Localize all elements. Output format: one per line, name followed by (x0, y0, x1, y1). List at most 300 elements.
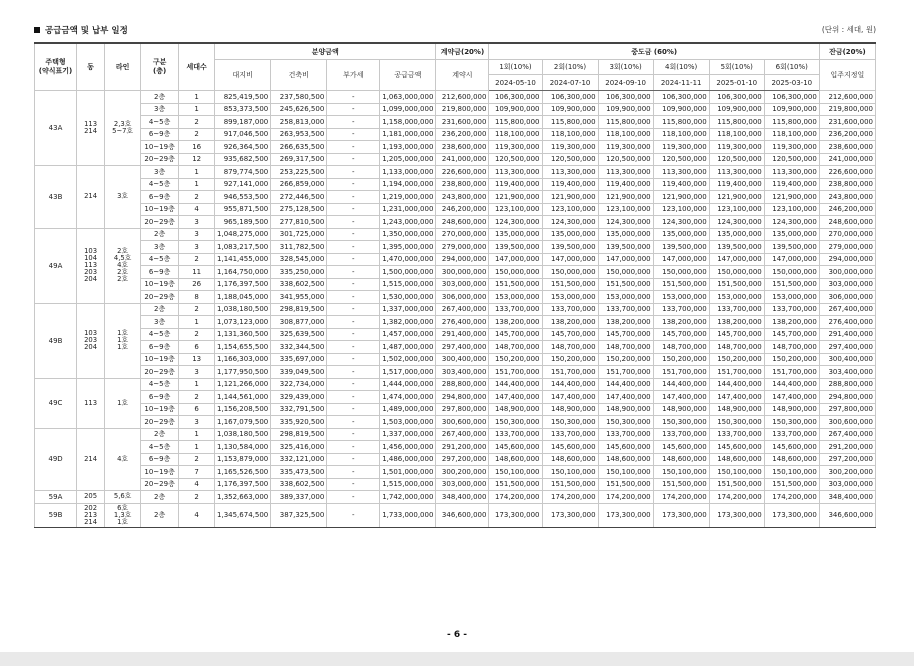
cell-interim-amount: 151,500,000 (489, 478, 542, 491)
cell-interim-amount: 150,000,000 (542, 266, 598, 279)
cell-contract-amount: 226,600,000 (436, 166, 489, 179)
header-interim-date: 2024-09-10 (598, 75, 653, 91)
header-interim-round: 3회(10%) (598, 60, 653, 75)
cell-balance-amount: 236,200,000 (819, 128, 875, 141)
cell-interim-amount: 109,900,000 (709, 103, 764, 116)
cell-interim-amount: 173,300,000 (489, 503, 542, 527)
cell-building-price: 258,813,000 (271, 116, 327, 129)
cell-vat: - (327, 178, 380, 191)
cell-interim-amount: 174,200,000 (764, 491, 819, 504)
cell-supply-price: 1,193,000,000 (380, 141, 436, 154)
cell-land-price: 1,153,879,000 (215, 453, 271, 466)
cell-floor: 20~29층 (141, 291, 179, 304)
cell-interim-amount: 148,600,000 (764, 453, 819, 466)
cell-interim-amount: 148,900,000 (653, 403, 709, 416)
header-land: 대지비 (215, 60, 271, 91)
cell-interim-amount: 144,400,000 (598, 378, 653, 391)
cell-floor: 2층 (141, 228, 179, 241)
cell-interim-amount: 150,100,000 (709, 466, 764, 479)
cell-interim-amount: 147,000,000 (598, 253, 653, 266)
cell-interim-amount: 106,300,000 (653, 91, 709, 104)
cell-units: 4 (179, 503, 215, 527)
cell-line: 6호 1,3호 1호 (105, 503, 141, 527)
cell-interim-amount: 119,400,000 (653, 178, 709, 191)
cell-floor: 2층 (141, 491, 179, 504)
cell-line: 1호 1호 1호 (105, 303, 141, 378)
cell-interim-amount: 138,200,000 (598, 316, 653, 329)
cell-interim-amount: 119,400,000 (489, 178, 542, 191)
cell-contract-amount: 267,400,000 (436, 303, 489, 316)
cell-building-price: 277,810,500 (271, 216, 327, 229)
cell-interim-amount: 148,700,000 (709, 341, 764, 354)
cell-interim-amount: 174,200,000 (653, 491, 709, 504)
cell-units: 1 (179, 378, 215, 391)
cell-contract-amount: 291,400,000 (436, 328, 489, 341)
cell-interim-amount: 144,400,000 (709, 378, 764, 391)
cell-interim-amount: 148,700,000 (542, 341, 598, 354)
cell-units: 16 (179, 141, 215, 154)
cell-dong: 214 (77, 166, 105, 229)
cell-building-price: 338,602,500 (271, 278, 327, 291)
cell-building-price: 338,602,500 (271, 478, 327, 491)
cell-vat: - (327, 291, 380, 304)
cell-vat: - (327, 91, 380, 104)
cell-land-price: 899,187,000 (215, 116, 271, 129)
cell-supply-price: 1,502,000,000 (380, 353, 436, 366)
cell-supply-price: 1,500,000,000 (380, 266, 436, 279)
cell-interim-amount: 106,300,000 (542, 91, 598, 104)
cell-interim-amount: 148,600,000 (489, 453, 542, 466)
cell-interim-amount: 138,200,000 (764, 316, 819, 329)
cell-interim-amount: 145,700,000 (653, 328, 709, 341)
cell-interim-amount: 135,000,000 (489, 228, 542, 241)
cell-balance-amount: 238,600,000 (819, 141, 875, 154)
cell-interim-amount: 145,600,000 (542, 441, 598, 454)
cell-balance-amount: 348,400,000 (819, 491, 875, 504)
cell-interim-amount: 145,600,000 (653, 441, 709, 454)
cell-interim-amount: 150,200,000 (709, 353, 764, 366)
cell-interim-amount: 121,900,000 (709, 191, 764, 204)
table-row (35, 478, 876, 491)
section-title-text: 공급금액 및 납부 일정 (45, 26, 128, 36)
cell-building-price: 253,225,500 (271, 166, 327, 179)
cell-housing-type: 43B (35, 166, 77, 229)
cell-contract-amount: 236,200,000 (436, 128, 489, 141)
cell-supply-price: 1,350,000,000 (380, 228, 436, 241)
cell-interim-amount: 121,900,000 (489, 191, 542, 204)
cell-dong: 113 (77, 378, 105, 428)
cell-interim-amount: 150,200,000 (764, 353, 819, 366)
cell-interim-amount: 133,700,000 (653, 428, 709, 441)
cell-supply-price: 1,063,000,000 (380, 91, 436, 104)
cell-interim-amount: 145,700,000 (709, 328, 764, 341)
cell-interim-amount: 150,100,000 (598, 466, 653, 479)
cell-units: 1 (179, 178, 215, 191)
cell-dong: 202 213 214 (77, 503, 105, 527)
cell-balance-amount: 231,600,000 (819, 116, 875, 129)
cell-vat: - (327, 503, 380, 527)
cell-interim-amount: 113,300,000 (764, 166, 819, 179)
cell-interim-amount: 115,800,000 (764, 116, 819, 129)
cell-interim-amount: 151,700,000 (598, 366, 653, 379)
cell-interim-amount: 119,300,000 (709, 141, 764, 154)
cell-contract-amount: 306,000,000 (436, 291, 489, 304)
cell-units: 6 (179, 341, 215, 354)
cell-interim-amount: 148,700,000 (489, 341, 542, 354)
cell-floor: 20~29층 (141, 416, 179, 429)
cell-units: 1 (179, 103, 215, 116)
cell-floor: 2층 (141, 303, 179, 316)
cell-housing-type: 49A (35, 228, 77, 303)
table-row (35, 191, 876, 204)
cell-balance-amount: 306,000,000 (819, 291, 875, 304)
cell-interim-amount: 109,900,000 (542, 103, 598, 116)
table-row (35, 441, 876, 454)
cell-interim-amount: 150,200,000 (653, 353, 709, 366)
cell-building-price: 322,734,000 (271, 378, 327, 391)
cell-balance-amount: 300,200,000 (819, 466, 875, 479)
cell-interim-amount: 120,500,000 (764, 153, 819, 166)
cell-line: 5,6호 (105, 491, 141, 504)
cell-interim-amount: 118,100,000 (598, 128, 653, 141)
header-supply-price: 공급금액 (380, 60, 436, 91)
cell-interim-amount: 124,300,000 (489, 216, 542, 229)
cell-contract-amount: 300,000,000 (436, 266, 489, 279)
table-row (35, 128, 876, 141)
cell-supply-price: 1,486,000,000 (380, 453, 436, 466)
header-interim-date: 2024-05-10 (489, 75, 542, 91)
cell-contract-amount: 243,800,000 (436, 191, 489, 204)
cell-land-price: 1,038,180,500 (215, 428, 271, 441)
cell-interim-amount: 151,500,000 (653, 278, 709, 291)
cell-interim-amount: 150,100,000 (542, 466, 598, 479)
cell-floor: 10~19층 (141, 203, 179, 216)
header-interim-round: 4회(10%) (653, 60, 709, 75)
cell-interim-amount: 113,300,000 (542, 166, 598, 179)
cell-units: 11 (179, 266, 215, 279)
cell-balance-amount: 291,400,000 (819, 328, 875, 341)
table-row (35, 353, 876, 366)
cell-interim-amount: 119,300,000 (653, 141, 709, 154)
cell-contract-amount: 297,800,000 (436, 403, 489, 416)
cell-contract-amount: 219,800,000 (436, 103, 489, 116)
cell-land-price: 1,141,455,000 (215, 253, 271, 266)
cell-contract-amount: 294,000,000 (436, 253, 489, 266)
cell-supply-price: 1,219,000,000 (380, 191, 436, 204)
cell-land-price: 1,164,750,000 (215, 266, 271, 279)
cell-interim-amount: 113,300,000 (653, 166, 709, 179)
cell-land-price: 879,774,500 (215, 166, 271, 179)
cell-contract-amount: 238,800,000 (436, 178, 489, 191)
cell-vat: - (327, 216, 380, 229)
cell-interim-amount: 123,100,000 (542, 203, 598, 216)
cell-interim-amount: 115,800,000 (598, 116, 653, 129)
cell-interim-amount: 138,200,000 (653, 316, 709, 329)
cell-housing-type: 59B (35, 503, 77, 527)
cell-supply-price: 1,470,000,000 (380, 253, 436, 266)
cell-land-price: 1,144,561,000 (215, 391, 271, 404)
table-row (35, 316, 876, 329)
cell-supply-price: 1,337,000,000 (380, 303, 436, 316)
cell-balance-amount: 288,800,000 (819, 378, 875, 391)
cell-vat: - (327, 128, 380, 141)
cell-supply-price: 1,515,000,000 (380, 478, 436, 491)
cell-line: 4호 (105, 428, 141, 491)
cell-contract-amount: 297,200,000 (436, 453, 489, 466)
cell-land-price: 1,038,180,500 (215, 303, 271, 316)
header-units: 세대수 (179, 43, 215, 91)
cell-vat: - (327, 428, 380, 441)
cell-building-price: 335,473,500 (271, 466, 327, 479)
cell-supply-price: 1,515,000,000 (380, 278, 436, 291)
cell-interim-amount: 148,900,000 (542, 403, 598, 416)
cell-interim-amount: 150,200,000 (542, 353, 598, 366)
cell-contract-amount: 303,000,000 (436, 278, 489, 291)
cell-interim-amount: 120,500,000 (542, 153, 598, 166)
cell-floor: 10~19층 (141, 403, 179, 416)
cell-interim-amount: 119,300,000 (764, 141, 819, 154)
cell-units: 1 (179, 316, 215, 329)
cell-interim-amount: 150,000,000 (598, 266, 653, 279)
cell-interim-amount: 151,500,000 (542, 478, 598, 491)
cell-interim-amount: 151,500,000 (709, 478, 764, 491)
cell-interim-amount: 153,000,000 (598, 291, 653, 304)
cell-units: 2 (179, 191, 215, 204)
cell-interim-amount: 153,000,000 (489, 291, 542, 304)
cell-vat: - (327, 328, 380, 341)
cell-interim-amount: 121,900,000 (598, 191, 653, 204)
cell-units: 2 (179, 303, 215, 316)
cell-units: 2 (179, 453, 215, 466)
cell-balance-amount: 297,200,000 (819, 453, 875, 466)
cell-contract-amount: 248,600,000 (436, 216, 489, 229)
cell-balance-amount: 300,400,000 (819, 353, 875, 366)
cell-building-price: 266,635,500 (271, 141, 327, 154)
cell-interim-amount: 133,700,000 (489, 428, 542, 441)
cell-interim-amount: 118,100,000 (542, 128, 598, 141)
cell-units: 12 (179, 153, 215, 166)
cell-land-price: 1,121,266,000 (215, 378, 271, 391)
cell-interim-amount: 145,600,000 (489, 441, 542, 454)
cell-land-price: 1,156,208,500 (215, 403, 271, 416)
cell-interim-amount: 119,400,000 (709, 178, 764, 191)
header-contract: 계약금(20%) (436, 43, 489, 60)
cell-supply-price: 1,181,000,000 (380, 128, 436, 141)
cell-supply-price: 1,243,000,000 (380, 216, 436, 229)
cell-interim-amount: 124,300,000 (709, 216, 764, 229)
cell-vat: - (327, 303, 380, 316)
cell-building-price: 328,545,000 (271, 253, 327, 266)
cell-interim-amount: 109,900,000 (489, 103, 542, 116)
cell-contract-amount: 303,000,000 (436, 478, 489, 491)
cell-vat: - (327, 153, 380, 166)
header-interim-round: 1회(10%) (489, 60, 542, 75)
header-interim-date: 2024-07-10 (542, 75, 598, 91)
cell-interim-amount: 133,700,000 (542, 303, 598, 316)
cell-line: 2,3호 5~7호 (105, 91, 141, 166)
cell-supply-price: 1,337,000,000 (380, 428, 436, 441)
table-row (35, 428, 876, 441)
cell-floor: 6~9층 (141, 453, 179, 466)
cell-supply-price: 1,487,000,000 (380, 341, 436, 354)
cell-housing-type: 43A (35, 91, 77, 166)
cell-interim-amount: 133,700,000 (653, 303, 709, 316)
cell-interim-amount: 147,400,000 (489, 391, 542, 404)
cell-interim-amount: 174,200,000 (598, 491, 653, 504)
cell-land-price: 1,166,303,000 (215, 353, 271, 366)
cell-interim-amount: 118,100,000 (653, 128, 709, 141)
cell-floor: 4~5층 (141, 178, 179, 191)
cell-dong: 103 203 204 (77, 303, 105, 378)
cell-contract-amount: 267,400,000 (436, 428, 489, 441)
cell-interim-amount: 124,300,000 (598, 216, 653, 229)
cell-units: 1 (179, 166, 215, 179)
cell-interim-amount: 109,900,000 (764, 103, 819, 116)
cell-interim-amount: 139,500,000 (542, 241, 598, 254)
cell-interim-amount: 148,600,000 (709, 453, 764, 466)
cell-building-price: 387,325,500 (271, 503, 327, 527)
cell-interim-amount: 119,300,000 (598, 141, 653, 154)
header-balance-timing: 입주지정일 (819, 60, 875, 91)
cell-interim-amount: 133,700,000 (542, 428, 598, 441)
cell-floor: 4~5층 (141, 253, 179, 266)
cell-interim-amount: 106,300,000 (598, 91, 653, 104)
table-row (35, 216, 876, 229)
cell-interim-amount: 109,900,000 (653, 103, 709, 116)
cell-vat: - (327, 253, 380, 266)
cell-units: 4 (179, 478, 215, 491)
cell-balance-amount: 346,600,000 (819, 503, 875, 527)
cell-vat: - (327, 391, 380, 404)
cell-balance-amount: 294,000,000 (819, 253, 875, 266)
cell-units: 1 (179, 428, 215, 441)
cell-interim-amount: 118,100,000 (709, 128, 764, 141)
cell-interim-amount: 148,900,000 (598, 403, 653, 416)
cell-interim-amount: 133,700,000 (709, 303, 764, 316)
cell-building-price: 341,955,000 (271, 291, 327, 304)
cell-interim-amount: 123,100,000 (598, 203, 653, 216)
cell-contract-amount: 300,600,000 (436, 416, 489, 429)
cell-floor: 6~9층 (141, 341, 179, 354)
cell-building-price: 275,128,500 (271, 203, 327, 216)
cell-balance-amount: 238,800,000 (819, 178, 875, 191)
cell-building-price: 245,626,500 (271, 103, 327, 116)
cell-land-price: 1,177,950,500 (215, 366, 271, 379)
header-interim-date: 2024-11-11 (653, 75, 709, 91)
cell-interim-amount: 135,000,000 (709, 228, 764, 241)
cell-contract-amount: 231,600,000 (436, 116, 489, 129)
cell-land-price: 1,167,079,500 (215, 416, 271, 429)
cell-interim-amount: 119,400,000 (598, 178, 653, 191)
cell-building-price: 308,877,000 (271, 316, 327, 329)
cell-land-price: 927,141,000 (215, 178, 271, 191)
cell-building-price: 272,446,500 (271, 191, 327, 204)
cell-vat: - (327, 353, 380, 366)
cell-interim-amount: 115,800,000 (653, 116, 709, 129)
table-row (35, 453, 876, 466)
cell-contract-amount: 346,600,000 (436, 503, 489, 527)
cell-balance-amount: 270,000,000 (819, 228, 875, 241)
cell-supply-price: 1,457,000,000 (380, 328, 436, 341)
cell-line: 2호 4,5호 4호 2호 2호 (105, 228, 141, 303)
cell-balance-amount: 226,600,000 (819, 166, 875, 179)
cell-building-price: 301,725,000 (271, 228, 327, 241)
cell-interim-amount: 115,800,000 (542, 116, 598, 129)
cell-interim-amount: 151,700,000 (764, 366, 819, 379)
table-row (35, 103, 876, 116)
table-row (35, 403, 876, 416)
cell-interim-amount: 139,500,000 (764, 241, 819, 254)
cell-interim-amount: 173,300,000 (598, 503, 653, 527)
cell-units: 3 (179, 366, 215, 379)
cell-balance-amount: 300,000,000 (819, 266, 875, 279)
cell-interim-amount: 106,300,000 (709, 91, 764, 104)
cell-interim-amount: 133,700,000 (764, 303, 819, 316)
table-row (35, 116, 876, 129)
cell-balance-amount: 248,600,000 (819, 216, 875, 229)
cell-interim-amount: 145,700,000 (764, 328, 819, 341)
cell-supply-price: 1,517,000,000 (380, 366, 436, 379)
cell-supply-price: 1,474,000,000 (380, 391, 436, 404)
cell-interim-amount: 173,300,000 (542, 503, 598, 527)
cell-balance-amount: 212,600,000 (819, 91, 875, 104)
cell-interim-amount: 151,500,000 (598, 478, 653, 491)
cell-interim-amount: 173,300,000 (709, 503, 764, 527)
cell-interim-amount: 147,000,000 (489, 253, 542, 266)
cell-dong: 205 (77, 491, 105, 504)
cell-balance-amount: 303,400,000 (819, 366, 875, 379)
table-row (35, 291, 876, 304)
cell-balance-amount: 241,000,000 (819, 153, 875, 166)
cell-vat: - (327, 266, 380, 279)
cell-land-price: 1,345,674,500 (215, 503, 271, 527)
cell-interim-amount: 145,600,000 (764, 441, 819, 454)
cell-floor: 3층 (141, 316, 179, 329)
header-interim: 중도금 (60%) (489, 43, 819, 60)
cell-vat: - (327, 316, 380, 329)
cell-balance-amount: 276,400,000 (819, 316, 875, 329)
cell-floor: 20~29층 (141, 153, 179, 166)
cell-land-price: 946,553,500 (215, 191, 271, 204)
cell-interim-amount: 119,300,000 (542, 141, 598, 154)
cell-interim-amount: 147,400,000 (653, 391, 709, 404)
cell-floor: 4~5층 (141, 441, 179, 454)
cell-vat: - (327, 141, 380, 154)
cell-vat: - (327, 366, 380, 379)
cell-contract-amount: 212,600,000 (436, 91, 489, 104)
cell-interim-amount: 109,900,000 (598, 103, 653, 116)
cell-building-price: 237,580,500 (271, 91, 327, 104)
cell-balance-amount: 294,800,000 (819, 391, 875, 404)
cell-interim-amount: 147,000,000 (542, 253, 598, 266)
cell-balance-amount: 279,000,000 (819, 241, 875, 254)
table-body (35, 91, 876, 528)
cell-interim-amount: 133,700,000 (598, 428, 653, 441)
table-row (35, 253, 876, 266)
cell-interim-amount: 150,000,000 (489, 266, 542, 279)
cell-balance-amount: 291,200,000 (819, 441, 875, 454)
table-row (35, 178, 876, 191)
table-row (35, 491, 876, 504)
cell-interim-amount: 173,300,000 (653, 503, 709, 527)
cell-supply-price: 1,489,000,000 (380, 403, 436, 416)
cell-contract-amount: 348,400,000 (436, 491, 489, 504)
cell-supply-price: 1,099,000,000 (380, 103, 436, 116)
header-interim-round: 2회(10%) (542, 60, 598, 75)
cell-units: 3 (179, 416, 215, 429)
cell-units: 3 (179, 228, 215, 241)
table-row (35, 266, 876, 279)
